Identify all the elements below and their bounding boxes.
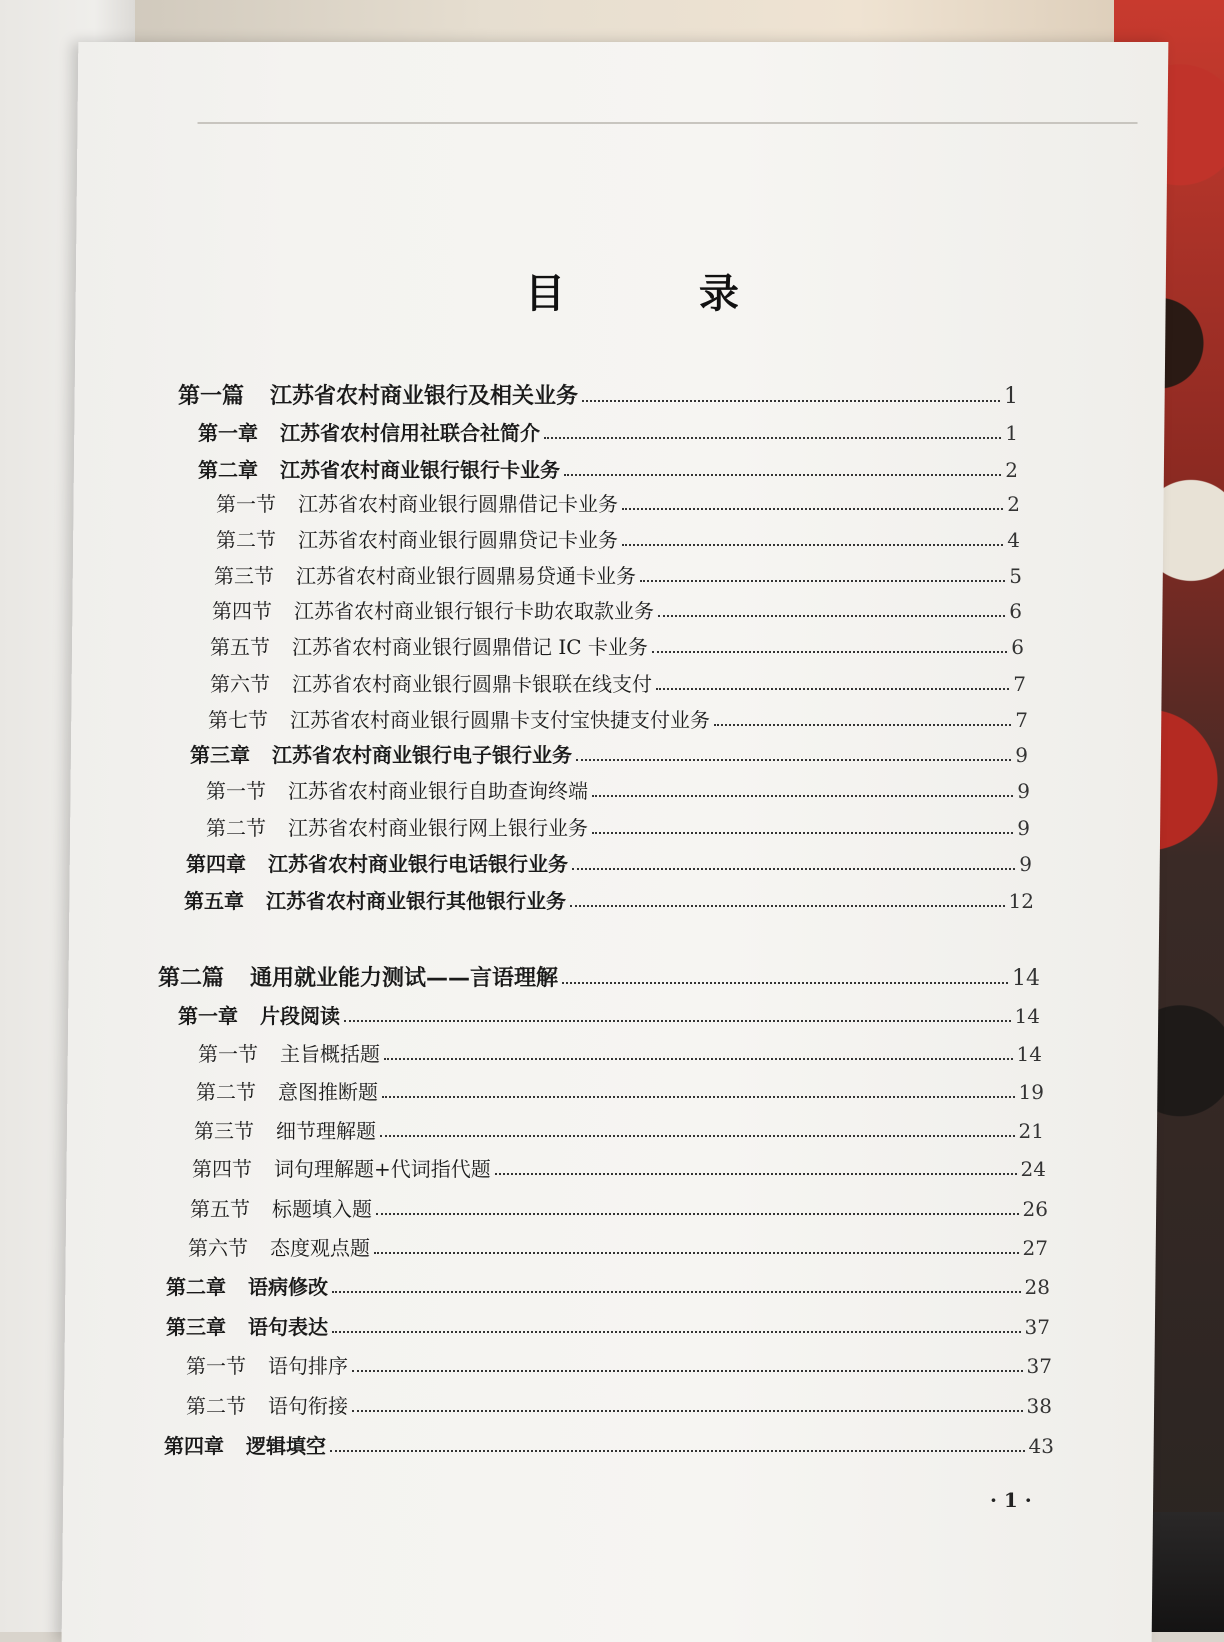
toc-entry-page: 21 <box>1018 1119 1044 1143</box>
toc-section-entry <box>188 1232 1048 1261</box>
toc-entry-number: 第一节 <box>216 492 276 516</box>
toc-entry-page: 4 <box>1007 528 1020 552</box>
toc-section-entry <box>190 1193 1048 1222</box>
toc-entry-title: 江苏省农村商业银行圆鼎卡支付宝快捷支付业务 <box>290 708 710 732</box>
toc-entry-page: 7 <box>1015 708 1028 732</box>
toc-section-entry <box>206 812 1030 841</box>
toc-entry-title: 江苏省农村商业银行圆鼎借记卡业务 <box>298 492 618 516</box>
toc-entry-title: 语句衔接 <box>268 1394 348 1418</box>
toc-entry-number: 第六节 <box>188 1236 248 1260</box>
toc-entry-page: 1 <box>1004 384 1018 409</box>
toc-entry-title: 意图推断题 <box>278 1080 378 1104</box>
bleed-through-header <box>198 102 1138 124</box>
toc-entry-page: 9 <box>1019 852 1032 876</box>
toc-leader-dots <box>652 651 1007 653</box>
toc-leader-dots <box>374 1252 1019 1254</box>
toc-leader-dots <box>592 795 1013 797</box>
toc-leader-dots <box>384 1058 1013 1060</box>
toc-entry-number: 第三节 <box>214 564 274 588</box>
page-title: 目 录 <box>525 271 799 317</box>
toc-entry-title: 江苏省农村商业银行网上银行业务 <box>288 816 588 840</box>
toc-section-entry <box>216 488 1020 517</box>
toc-entry-number: 第三章 <box>190 743 250 767</box>
toc-entry-page: 24 <box>1020 1157 1046 1181</box>
toc-entry-number: 第一章 <box>178 1004 238 1028</box>
toc-entry-page: 37 <box>1026 1354 1052 1378</box>
toc-leader-dots <box>380 1135 1015 1137</box>
toc-entry-title: 江苏省农村商业银行银行卡助农取款业务 <box>294 599 654 623</box>
toc-entry-number: 第二节 <box>186 1394 246 1418</box>
toc-leader-dots <box>572 868 1015 870</box>
toc-leader-dots <box>640 580 1005 582</box>
toc-entry-page: 9 <box>1015 743 1028 767</box>
toc-section-entry <box>210 631 1024 660</box>
toc-entry-page: 38 <box>1026 1394 1052 1418</box>
toc-entry-title: 江苏省农村信用社联合社简介 <box>280 421 540 445</box>
toc-entry-number: 第七节 <box>208 708 268 732</box>
toc-entry-page: 7 <box>1013 672 1026 696</box>
toc-entry-page: 5 <box>1009 564 1022 588</box>
toc-entry-page: 14 <box>1016 1042 1042 1066</box>
toc-chapter-entry <box>166 1311 1050 1340</box>
toc-entry-number: 第五节 <box>210 635 270 659</box>
toc-entry-number: 第一章 <box>198 421 258 445</box>
toc-entry-title: 词句理解题+代词指代题 <box>274 1157 491 1181</box>
toc-leader-dots <box>564 474 1001 476</box>
toc-leader-dots <box>714 724 1011 726</box>
toc-entry-number: 第二章 <box>198 458 258 482</box>
toc-entry-title: 江苏省农村商业银行圆鼎贷记卡业务 <box>298 528 618 552</box>
toc-entry-number: 第一节 <box>198 1042 258 1066</box>
toc-part-entry <box>158 961 1040 992</box>
toc-entry-page: 43 <box>1028 1434 1054 1458</box>
toc-entry-number: 第二篇 <box>158 966 225 991</box>
toc-leader-dots <box>658 615 1005 617</box>
toc-section-entry <box>212 595 1022 624</box>
toc-leader-dots <box>332 1331 1021 1333</box>
toc-entry-page: 14 <box>1012 966 1040 991</box>
toc-entry-title: 语句排序 <box>268 1354 348 1378</box>
toc-entry-page: 12 <box>1008 889 1034 913</box>
toc-entry-number: 第二章 <box>166 1275 226 1299</box>
toc-chapter-entry <box>186 848 1032 877</box>
toc-entry-page: 19 <box>1018 1080 1044 1104</box>
toc-leader-dots <box>562 982 1008 984</box>
toc-chapter-entry <box>190 739 1028 768</box>
toc-section-entry <box>194 1115 1044 1144</box>
toc-entry-page: 27 <box>1022 1236 1048 1260</box>
toc-section-entry <box>192 1153 1046 1182</box>
toc-entry-number: 第六节 <box>210 672 270 696</box>
toc-leader-dots <box>495 1173 1017 1175</box>
toc-leader-dots <box>382 1096 1015 1098</box>
toc-entry-title: 语病修改 <box>248 1275 328 1299</box>
toc-entry-page: 1 <box>1005 421 1018 445</box>
toc-part-entry <box>178 379 1018 410</box>
toc-entry-page: 2 <box>1005 458 1018 482</box>
toc-chapter-entry <box>198 454 1018 483</box>
toc-leader-dots <box>332 1291 1021 1293</box>
toc-entry-number: 第一节 <box>186 1354 246 1378</box>
toc-entry-title: 江苏省农村商业银行电子银行业务 <box>272 743 572 767</box>
toc-leader-dots <box>622 544 1003 546</box>
toc-entry-number: 第四章 <box>186 852 246 876</box>
toc-chapter-entry <box>178 1000 1040 1029</box>
toc-leader-dots <box>656 688 1009 690</box>
toc-section-entry <box>186 1350 1052 1379</box>
toc-leader-dots <box>352 1410 1023 1412</box>
toc-entry-title: 江苏省农村商业银行及相关业务 <box>270 384 579 409</box>
toc-leader-dots <box>622 508 1003 510</box>
toc-entry-title: 标题填入题 <box>272 1197 372 1221</box>
toc-entry-title: 语句表达 <box>248 1315 328 1339</box>
toc-section-entry <box>196 1076 1044 1105</box>
toc-section-entry <box>206 775 1030 804</box>
toc-entry-title: 江苏省农村商业银行圆鼎借记 IC 卡业务 <box>292 635 648 659</box>
toc-section-entry <box>208 704 1028 733</box>
toc-entry-number: 第二节 <box>206 816 266 840</box>
toc-leader-dots <box>576 759 1011 761</box>
toc-leader-dots <box>582 400 1000 402</box>
toc-section-entry <box>198 1038 1042 1067</box>
page-number: · 1 · <box>990 1488 1032 1512</box>
toc-section-entry <box>214 560 1022 589</box>
toc-chapter-entry <box>198 417 1018 446</box>
toc-entry-title: 通用就业能力测试——言语理解 <box>250 966 559 991</box>
toc-chapter-entry <box>164 1430 1054 1459</box>
toc-entry-number: 第三节 <box>194 1119 254 1143</box>
toc-chapter-entry <box>166 1271 1050 1300</box>
toc-entry-number: 第四节 <box>212 599 272 623</box>
toc-entry-title: 江苏省农村商业银行圆鼎卡银联在线支付 <box>292 672 652 696</box>
toc-entry-page: 9 <box>1017 779 1030 803</box>
toc-entry-title: 江苏省农村商业银行自助查询终端 <box>288 779 588 803</box>
toc-section-entry <box>186 1390 1052 1419</box>
toc-entry-title: 江苏省农村商业银行其他银行业务 <box>266 889 566 913</box>
toc-entry-title: 片段阅读 <box>260 1004 340 1028</box>
toc-entry-number: 第五章 <box>184 889 244 913</box>
toc-leader-dots <box>376 1213 1019 1215</box>
toc-entry-number: 第一节 <box>206 779 266 803</box>
toc-entry-title: 江苏省农村商业银行圆鼎易贷通卡业务 <box>296 564 636 588</box>
toc-entry-number: 第四节 <box>192 1157 252 1181</box>
toc-entry-title: 态度观点题 <box>270 1236 370 1260</box>
toc-entry-title: 江苏省农村商业银行银行卡业务 <box>280 458 560 482</box>
toc-leader-dots <box>570 905 1005 907</box>
toc-leader-dots <box>330 1450 1025 1452</box>
toc-section-entry <box>216 524 1020 553</box>
toc-entry-page: 6 <box>1011 635 1024 659</box>
toc-entry-page: 26 <box>1022 1197 1048 1221</box>
toc-entry-title: 逻辑填空 <box>246 1434 326 1458</box>
toc-chapter-entry <box>184 885 1034 914</box>
toc-entry-page: 2 <box>1007 492 1020 516</box>
toc-entry-page: 28 <box>1024 1275 1050 1299</box>
toc-entry-number: 第四章 <box>164 1434 224 1458</box>
toc-section-entry <box>210 668 1026 697</box>
toc-leader-dots <box>592 832 1013 834</box>
toc-entry-title: 主旨概括题 <box>280 1042 380 1066</box>
toc-entry-page: 9 <box>1017 816 1030 840</box>
toc-leader-dots <box>352 1370 1023 1372</box>
toc-entry-number: 第二节 <box>196 1080 256 1104</box>
toc-entry-page: 37 <box>1024 1315 1050 1339</box>
toc-leader-dots <box>344 1020 1011 1022</box>
toc-leader-dots <box>544 437 1001 439</box>
toc-entry-title: 细节理解题 <box>276 1119 376 1143</box>
toc-entry-page: 14 <box>1014 1004 1040 1028</box>
toc-entry-number: 第二节 <box>216 528 276 552</box>
toc-entry-number: 第五节 <box>190 1197 250 1221</box>
toc-entry-number: 第一篇 <box>178 384 245 409</box>
toc-entry-page: 6 <box>1009 599 1022 623</box>
toc-entry-title: 江苏省农村商业银行电话银行业务 <box>268 852 568 876</box>
toc-entry-number: 第三章 <box>166 1315 226 1339</box>
